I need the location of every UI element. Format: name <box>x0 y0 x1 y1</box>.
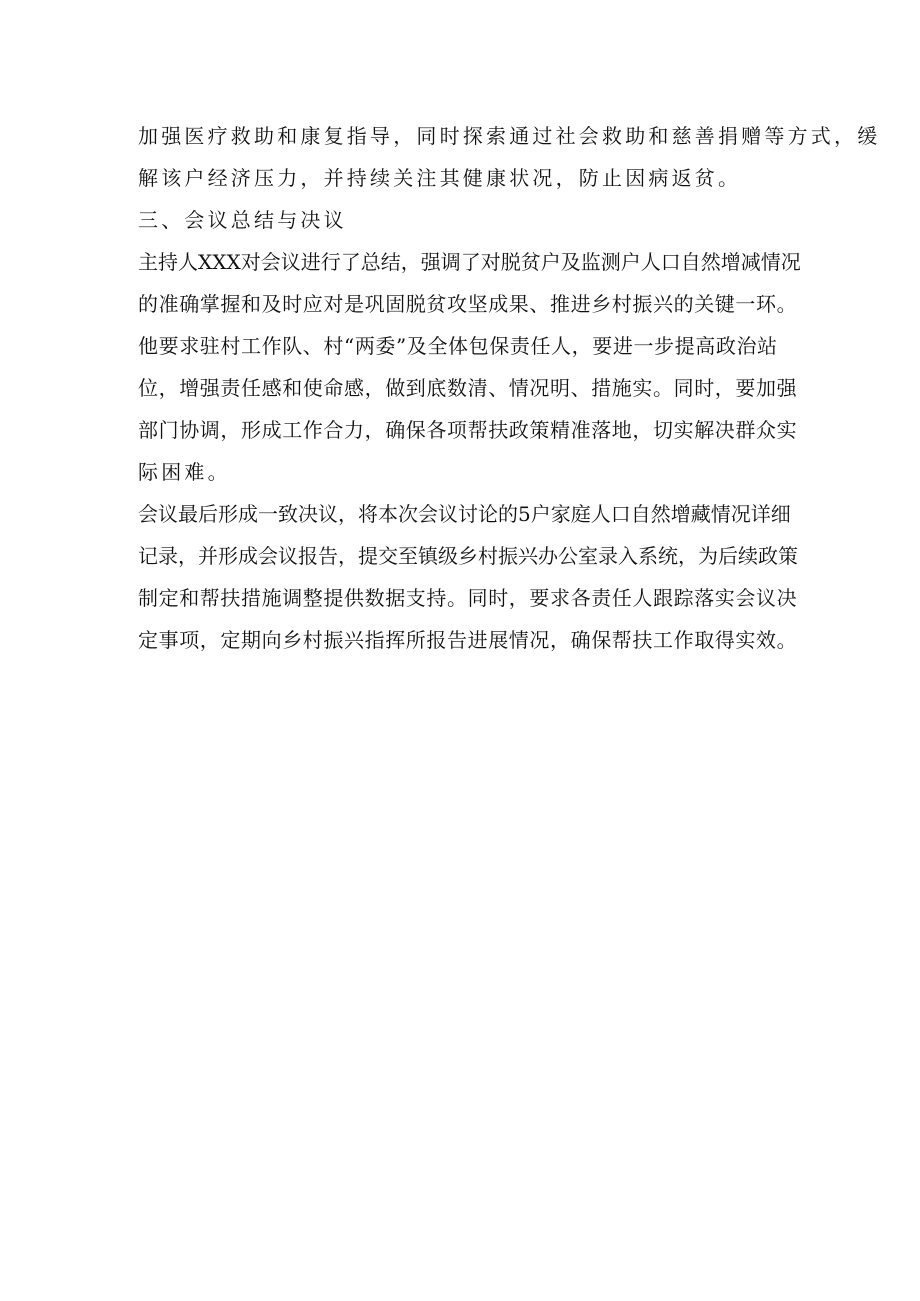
document-body <box>138 118 881 658</box>
paragraph-line: 主持人XXX对会议进行了总结，强调了对脱贫户及监测户人口自然增减情况 <box>138 250 801 274</box>
paragraph-line: 他要求驻村工作队、村“两委”及全体包保责任人，要进一步提高政治站 <box>138 334 778 358</box>
paragraph-line: 部门协调，形成工作合力，确保各项帮扶政策精准落地，切实解决群众实 <box>138 418 798 442</box>
paragraph-line: 定事项，定期向乡村振兴指挥所报告进展情况，确保帮扶工作取得实效。 <box>138 628 798 652</box>
paragraph-line: 的准确掌握和及时应对是巩固脱贫攻坚成果、推进乡村振兴的关键一环。 <box>138 292 798 316</box>
paragraph-line: 际困难。 <box>138 460 231 484</box>
paragraph-line: 制定和帮扶措施调整提供数据支持。同时，要求各责任人跟踪落实会议决 <box>138 586 798 610</box>
paragraph-line: 会议最后形成一致决议，将本次会议讨论的5户家庭人口自然增藏情况详细 <box>138 502 791 526</box>
paragraph-line: 加强医疗救助和康复指导，同时探索通过社会救助和慈善捐赠等方式，缓 <box>138 124 881 148</box>
paragraph-line: 解该户经济压力，并持续关注其健康状况，防止因病返贫。 <box>138 166 742 190</box>
section-heading: 三、会议总结与决议 <box>138 208 347 232</box>
paragraph-line: 位，增强责任感和使命感，做到底数清、情况明、措施实。同时，要加强 <box>138 376 798 400</box>
paragraph-line: 记录，并形成会议报告，提交至镇级乡村振兴办公室录入系统，为后续政策 <box>138 544 798 568</box>
